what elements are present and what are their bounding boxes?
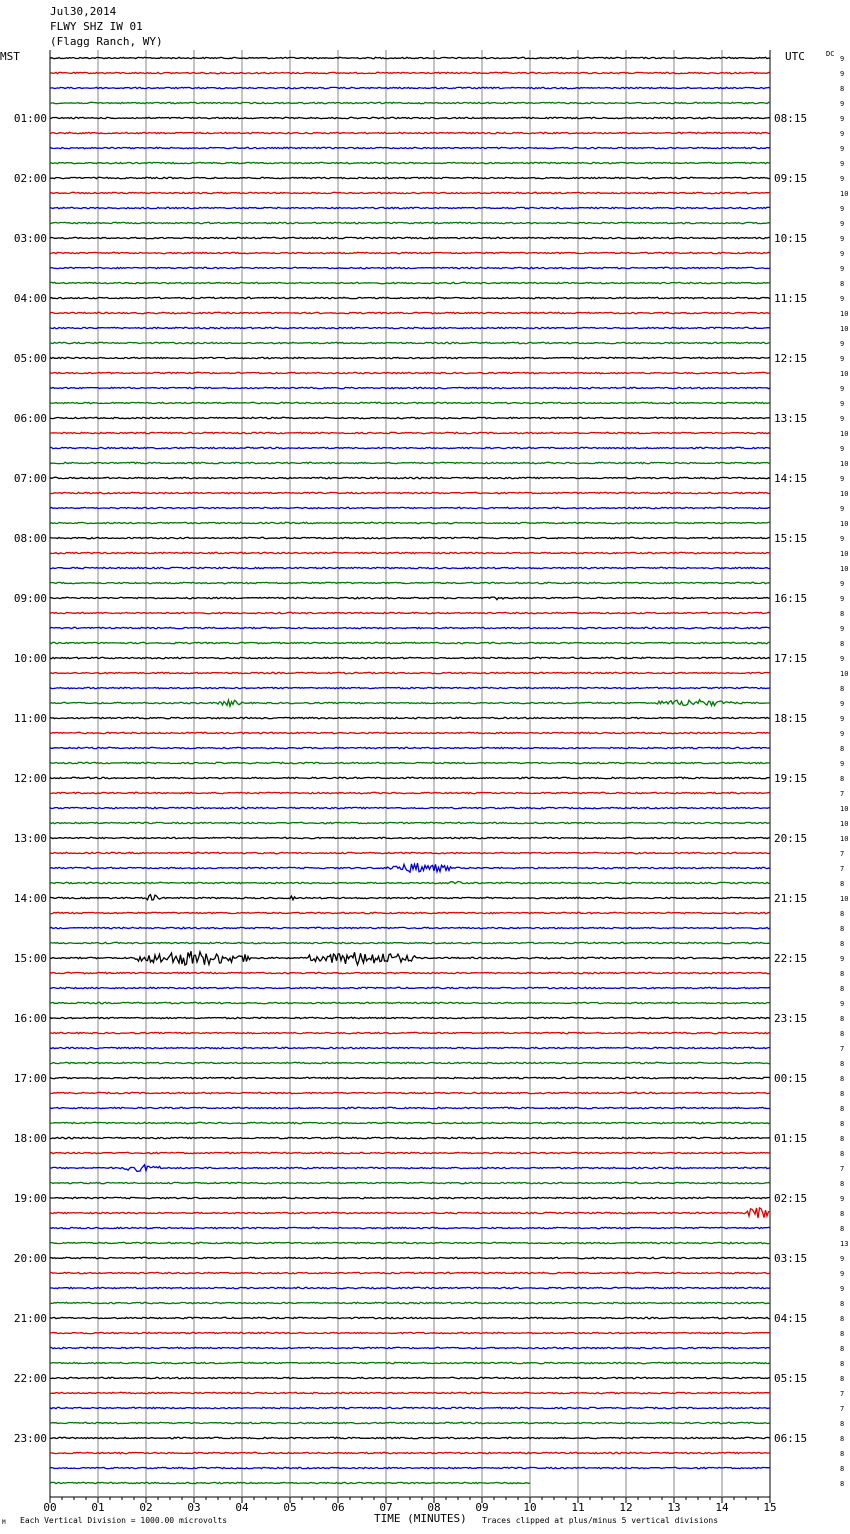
seismic-trace: [50, 895, 770, 901]
dc-offset-label: 9: [840, 55, 845, 63]
seismic-trace: [50, 792, 770, 793]
left-hour-label: 05:00: [13, 352, 47, 365]
x-tick-label: 13: [667, 1501, 681, 1514]
dc-offset-label: 8: [840, 1330, 845, 1338]
seismic-trace: [50, 507, 770, 508]
dc-offset-label: 9: [840, 1285, 845, 1293]
dc-offset-label: 10: [840, 670, 849, 678]
seismic-trace: [50, 1017, 770, 1018]
dc-offset-label: 10: [840, 895, 849, 903]
seismic-trace: [50, 312, 770, 313]
seismic-trace: [50, 222, 770, 223]
dc-offset-label: 8: [840, 1465, 845, 1473]
seismic-trace: [50, 612, 770, 613]
right-hour-label: 13:15: [774, 412, 808, 425]
seismic-trace: [50, 1407, 770, 1408]
dc-offset-label: 9: [840, 1270, 845, 1278]
right-hour-label: 14:15: [774, 472, 808, 485]
dc-offset-label: 9: [840, 250, 845, 258]
seismic-trace: [50, 1482, 530, 1483]
x-tick-label: 07: [379, 1501, 393, 1514]
dc-offset-label: 8: [840, 1435, 845, 1443]
seismic-trace: [50, 1122, 770, 1123]
left-hour-label: 22:00: [13, 1372, 47, 1385]
right-hour-label: 09:15: [774, 172, 808, 185]
dc-offset-label: 9: [840, 1000, 845, 1008]
dc-offset-label: 9: [840, 760, 845, 768]
dc-offset-label: 9: [840, 595, 845, 603]
x-tick-label: 06: [331, 1501, 345, 1514]
seismic-trace: [50, 807, 770, 808]
header-location: (Flagg Ranch, WY): [50, 35, 163, 48]
dc-offset-label: 8: [840, 1060, 845, 1068]
left-hour-label: 20:00: [13, 1252, 47, 1265]
dc-offset-label: 8: [840, 1420, 845, 1428]
dc-offset-label: 9: [840, 505, 845, 513]
seismic-trace: [50, 522, 770, 523]
right-timezone-label: UTC: [785, 50, 805, 63]
seismic-trace: [50, 117, 770, 118]
right-hour-label: 00:15: [774, 1072, 808, 1085]
dc-offset-label: 8: [840, 1015, 845, 1023]
seismic-trace: [50, 1332, 770, 1333]
left-hour-label: 16:00: [13, 1012, 47, 1025]
dc-offset-label: 8: [840, 1120, 845, 1128]
dc-offset-label: 8: [840, 1315, 845, 1323]
dc-offset-label: 9: [840, 715, 845, 723]
dc-offset-label: 9: [840, 175, 845, 183]
seismic-trace: [50, 762, 770, 763]
seismic-trace: [50, 582, 770, 583]
seismic-trace: [50, 863, 770, 872]
seismic-trace: [50, 1208, 770, 1218]
right-hour-label: 12:15: [774, 352, 808, 365]
dc-column-label: DC: [826, 50, 835, 58]
dc-offset-label: 8: [840, 1375, 845, 1383]
right-hour-label: 22:15: [774, 952, 808, 965]
seismic-trace: [50, 951, 770, 965]
dc-offset-label: 9: [840, 130, 845, 138]
seismic-trace: [50, 1002, 770, 1003]
seismic-trace: [50, 1062, 770, 1063]
dc-offset-label: 8: [840, 1090, 845, 1098]
dc-offset-label: 9: [840, 730, 845, 738]
seismic-trace: [50, 1437, 770, 1438]
seismic-trace: [50, 1182, 770, 1183]
x-tick-label: 09: [475, 1501, 489, 1514]
seismic-trace: [50, 627, 770, 628]
header-date: Jul30,2014: [50, 5, 117, 18]
seismic-trace: [50, 162, 770, 163]
right-hour-label: 18:15: [774, 712, 808, 725]
dc-offset-label: 9: [840, 220, 845, 228]
dc-offset-label: 8: [840, 1300, 845, 1308]
seismic-trace: [50, 1272, 770, 1273]
dc-offset-label: 8: [840, 925, 845, 933]
dc-offset-label: 7: [840, 1045, 845, 1053]
left-hour-label: 17:00: [13, 1072, 47, 1085]
seismic-trace: [50, 267, 770, 268]
dc-offset-label: 10: [840, 820, 849, 828]
right-hour-label: 15:15: [774, 532, 808, 545]
seismic-trace: [50, 972, 770, 973]
seismic-trace: [50, 567, 770, 568]
right-hour-label: 02:15: [774, 1192, 808, 1205]
dc-offset-label: 8: [840, 1135, 845, 1143]
dc-offset-label: 7: [840, 850, 845, 858]
left-hour-label: 21:00: [13, 1312, 47, 1325]
x-tick-label: 11: [571, 1501, 585, 1514]
dc-offset-label: 8: [840, 1210, 845, 1218]
x-tick-label: 04: [235, 1501, 249, 1514]
dc-offset-label: 9: [840, 355, 845, 363]
seismic-trace: [50, 237, 770, 238]
seismic-trace: [50, 177, 770, 178]
dc-offset-label: 8: [840, 745, 845, 753]
left-hour-label: 23:00: [13, 1432, 47, 1445]
seismic-trace: [50, 87, 770, 88]
seismic-trace: [50, 417, 770, 418]
seismic-trace: [50, 1452, 770, 1453]
seismic-trace: [50, 1032, 770, 1033]
dc-offset-label: 7: [840, 1405, 845, 1413]
left-timezone-label: MST: [0, 50, 20, 63]
dc-offset-label: 8: [840, 1150, 845, 1158]
seismic-trace: [50, 357, 770, 358]
x-tick-label: 10: [523, 1501, 537, 1514]
x-tick-label: 08: [427, 1501, 441, 1514]
dc-offset-label: 8: [840, 985, 845, 993]
seismic-trace: [50, 1317, 770, 1318]
seismic-trace: [50, 927, 770, 928]
seismic-trace: [50, 147, 770, 148]
seismic-trace: [50, 1197, 770, 1198]
dc-offset-label: 9: [840, 115, 845, 123]
dc-offset-label: 10: [840, 190, 849, 198]
dc-offset-label: 8: [840, 1345, 845, 1353]
dc-offset-label: 13: [840, 1240, 849, 1248]
left-hour-label: 10:00: [13, 652, 47, 665]
x-tick-label: 12: [619, 1501, 633, 1514]
x-tick-label: 14: [715, 1501, 729, 1514]
dc-offset-label: 8: [840, 640, 845, 648]
seismic-trace: [50, 852, 770, 853]
dc-offset-label: 10: [840, 370, 849, 378]
seismic-trace: [50, 327, 770, 328]
dc-offset-label: 9: [840, 100, 845, 108]
dc-offset-label: 10: [840, 430, 849, 438]
seismic-trace: [50, 1047, 770, 1048]
left-hour-label: 11:00: [13, 712, 47, 725]
dc-offset-label: 8: [840, 775, 845, 783]
dc-offset-label: 9: [840, 445, 845, 453]
dc-offset-label: 8: [840, 880, 845, 888]
dc-offset-label: 9: [840, 955, 845, 963]
dc-offset-label: 9: [840, 625, 845, 633]
dc-offset-label: 9: [840, 700, 845, 708]
seismic-trace: [50, 1107, 770, 1108]
right-hour-label: 08:15: [774, 112, 808, 125]
seismic-trace: [50, 57, 770, 58]
right-hour-label: 06:15: [774, 1432, 808, 1445]
left-hour-label: 15:00: [13, 952, 47, 965]
right-hour-label: 04:15: [774, 1312, 808, 1325]
left-hour-label: 06:00: [13, 412, 47, 425]
dc-offset-label: 8: [840, 1075, 845, 1083]
seismic-trace: [50, 432, 770, 433]
dc-offset-label: 10: [840, 550, 849, 558]
dc-offset-label: 9: [840, 205, 845, 213]
left-hour-label: 18:00: [13, 1132, 47, 1145]
left-hour-label: 03:00: [13, 232, 47, 245]
seismic-trace: [50, 72, 770, 73]
left-hour-label: 19:00: [13, 1192, 47, 1205]
dc-offset-label: 9: [840, 475, 845, 483]
right-hour-label: 19:15: [774, 772, 808, 785]
dc-offset-label: 7: [840, 790, 845, 798]
seismic-trace: [50, 537, 770, 538]
header-station: FLWY SHZ IW 01: [50, 20, 143, 33]
left-hour-label: 02:00: [13, 172, 47, 185]
dc-offset-label: 10: [840, 565, 849, 573]
dc-offset-label: 8: [840, 685, 845, 693]
right-hour-label: 01:15: [774, 1132, 808, 1145]
seismic-trace: [50, 1287, 770, 1288]
right-hour-label: 10:15: [774, 232, 808, 245]
seismic-trace: [50, 1092, 770, 1093]
dc-offset-label: 9: [840, 145, 845, 153]
left-hour-label: 12:00: [13, 772, 47, 785]
dc-offset-label: 9: [840, 1255, 845, 1263]
seismic-trace: [50, 372, 770, 373]
x-tick-label: 01: [91, 1501, 105, 1514]
dc-offset-label: 9: [840, 160, 845, 168]
seismic-trace: [50, 552, 770, 553]
seismic-trace: [50, 1077, 770, 1078]
seismic-trace: [50, 1137, 770, 1138]
seismic-trace: [50, 700, 770, 707]
seismic-trace: [50, 447, 770, 448]
seismic-trace: [50, 657, 770, 658]
left-hour-label: 14:00: [13, 892, 47, 905]
seismic-trace: [50, 1165, 770, 1172]
dc-offset-label: 8: [840, 1450, 845, 1458]
seismic-trace: [50, 1257, 770, 1258]
dc-offset-label: 8: [840, 85, 845, 93]
seismic-trace: [50, 777, 770, 778]
seismic-trace: [50, 747, 770, 748]
dc-offset-label: 10: [840, 490, 849, 498]
right-hour-label: 17:15: [774, 652, 808, 665]
seismic-trace: [50, 102, 770, 103]
seismic-trace: [50, 387, 770, 388]
right-hour-label: 16:15: [774, 592, 808, 605]
scale-note: Each Vertical Division = 1000.00 microvolts: [20, 1516, 228, 1525]
seismic-trace: [50, 1467, 770, 1468]
seismic-trace: [50, 1227, 770, 1228]
left-hour-label: 04:00: [13, 292, 47, 305]
dc-offset-label: 8: [840, 280, 845, 288]
seismic-trace: [50, 1422, 770, 1423]
seismic-trace: [50, 1377, 770, 1378]
seismic-trace: [50, 1242, 770, 1243]
seismic-trace: [50, 732, 770, 733]
seismic-trace: [50, 207, 770, 208]
dc-offset-label: 10: [840, 805, 849, 813]
dc-offset-label: 8: [840, 970, 845, 978]
dc-offset-label: 8: [840, 1480, 845, 1488]
dc-offset-label: 8: [840, 1030, 845, 1038]
dc-offset-label: 9: [840, 535, 845, 543]
dc-offset-label: 9: [840, 295, 845, 303]
seismic-trace: [50, 717, 770, 718]
seismic-trace: [50, 822, 770, 823]
right-hour-label: 20:15: [774, 832, 808, 845]
seismic-trace: [50, 252, 770, 253]
x-tick-label: 00: [43, 1501, 57, 1514]
seismic-trace: [50, 687, 770, 688]
dc-offset-label: 9: [840, 1195, 845, 1203]
seismic-trace: [50, 1152, 770, 1153]
dc-offset-label: 10: [840, 835, 849, 843]
right-hour-label: 03:15: [774, 1252, 808, 1265]
seismic-trace: [50, 672, 770, 673]
seismic-trace: [50, 942, 770, 943]
dc-offset-label: 10: [840, 310, 849, 318]
seismic-trace: [50, 132, 770, 133]
seismic-trace: [50, 477, 770, 478]
dc-offset-label: 7: [840, 1390, 845, 1398]
seismic-trace: [50, 462, 770, 463]
seismic-trace: [50, 297, 770, 298]
dc-offset-label: 7: [840, 865, 845, 873]
right-hour-label: 11:15: [774, 292, 808, 305]
seismic-trace: [50, 1392, 770, 1393]
left-hour-label: 08:00: [13, 532, 47, 545]
dc-offset-label: 9: [840, 70, 845, 78]
dc-offset-label: 8: [840, 940, 845, 948]
x-tick-label: 15: [763, 1501, 777, 1514]
dc-offset-label: 9: [840, 235, 845, 243]
dc-offset-label: 9: [840, 400, 845, 408]
right-hour-label: 23:15: [774, 1012, 808, 1025]
corner-mark: M: [2, 1519, 6, 1526]
dc-offset-label: 9: [840, 580, 845, 588]
left-hour-label: 09:00: [13, 592, 47, 605]
dc-offset-label: 9: [840, 385, 845, 393]
clip-note: Traces clipped at plus/minus 5 vertical divisions: [482, 1516, 719, 1525]
x-tick-label: 03: [187, 1501, 201, 1514]
x-tick-label: 02: [139, 1501, 153, 1514]
left-hour-label: 01:00: [13, 112, 47, 125]
dc-offset-label: 8: [840, 910, 845, 918]
dc-offset-label: 10: [840, 460, 849, 468]
seismic-trace: [50, 282, 770, 283]
dc-offset-label: 9: [840, 340, 845, 348]
seismic-trace: [50, 597, 770, 600]
seismic-trace: [50, 492, 770, 493]
seismic-trace: [50, 1302, 770, 1303]
dc-offset-label: 8: [840, 1105, 845, 1113]
seismic-trace: [50, 882, 770, 884]
dc-offset-label: 9: [840, 265, 845, 273]
seismic-trace: [50, 642, 770, 643]
dc-offset-label: 10: [840, 325, 849, 333]
dc-offset-label: 9: [840, 655, 845, 663]
dc-offset-label: 7: [840, 1165, 845, 1173]
seismic-trace: [50, 837, 770, 838]
seismic-trace: [50, 402, 770, 403]
dc-offset-label: 10: [840, 520, 849, 528]
right-hour-label: 05:15: [774, 1372, 808, 1385]
dc-offset-label: 8: [840, 1225, 845, 1233]
left-hour-label: 07:00: [13, 472, 47, 485]
seismic-trace: [50, 192, 770, 193]
seismic-trace: [50, 1347, 770, 1348]
seismic-trace: [50, 1362, 770, 1363]
dc-offset-label: 8: [840, 610, 845, 618]
x-tick-label: 05: [283, 1501, 297, 1514]
seismic-trace: [50, 912, 770, 913]
left-hour-label: 13:00: [13, 832, 47, 845]
right-hour-label: 21:15: [774, 892, 808, 905]
x-axis-label: TIME (MINUTES): [374, 1512, 467, 1525]
seismic-trace: [50, 342, 770, 343]
dc-offset-label: 9: [840, 415, 845, 423]
dc-offset-label: 8: [840, 1360, 845, 1368]
dc-offset-label: 8: [840, 1180, 845, 1188]
seismic-trace: [50, 987, 770, 988]
